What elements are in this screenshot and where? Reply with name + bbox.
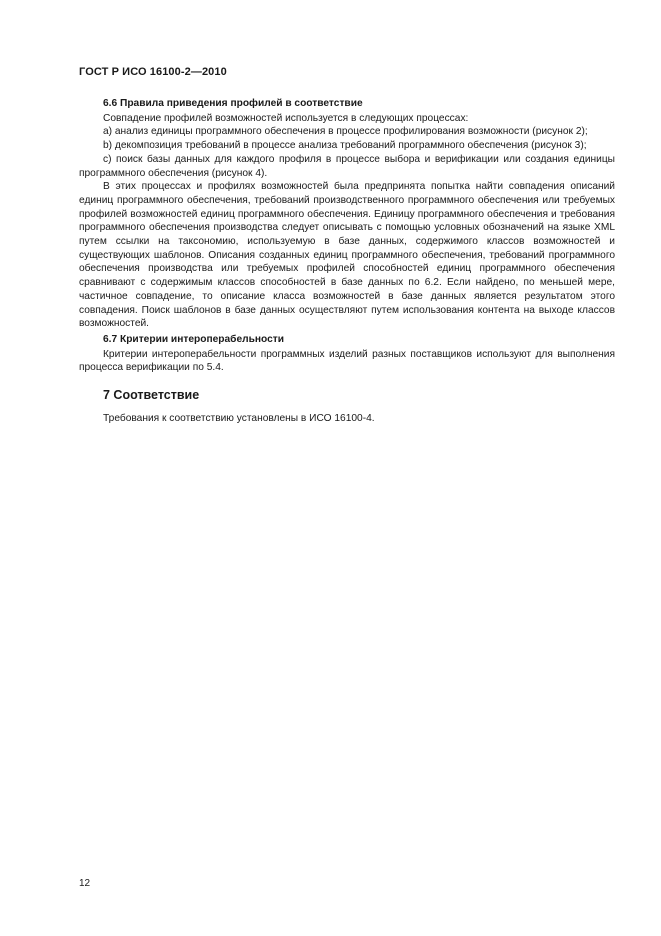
document-body: [79, 97, 615, 426]
section-7-paragraph: Требования к соответствию установлены в ИСО 16100-4.: [103, 413, 375, 425]
section-6-7-paragraph: Критерии интероперабельности программных изделий разных поставщиков используют для выполнения процесса верификации по 5.4.: [79, 348, 615, 374]
section-6-6-intro: Совпадение профилей возможностей используется в следующих процессах:: [103, 112, 469, 124]
section-6-6-heading: 6.6 Правила приведения профилей в соответствие: [103, 98, 363, 109]
list-item-c: с) поиск базы данных для каждого профиля в процессе выбора и верификации или создания единицы программного обеспечения (рисунок 4).: [79, 153, 615, 179]
list-item-a: а) анализ единицы программного обеспечения в процессе профилирования возможности (рисунок 2);: [103, 126, 588, 138]
page-number: 12: [79, 878, 91, 889]
section-6-6-paragraph: В этих процессах и профилях возможностей была предпринята попытка найти совпадения описаний единиц программного обеспечения, требований производственного программного обеспечения или требуемых профилей возможностей единиц программного обеспечения. Единицу программного обеспечения и требования программного обеспечения производства следует описывать с помощью условных обозначений на языке XML путем ссылки на таксономию, используемую в базе данных, содержимого классов возможностей и существующих шаблонов. Описания созданных единиц программного обеспечения, требований программного обеспечения производства или требуемых профилей способностей единиц программного обеспечения сравнивают с содержимым классов способностей в базе данных по 6.2. Если найдено, по меньшей мере, частичное совпадение, то описание класса возможностей в базе данных является результатом этого совпадения. Поиск шаблонов в базе данных осуществляют путем использования контента на выходе классов возможностей.: [79, 181, 615, 330]
section-6-7-heading: 6.7 Критерии интероперабельности: [103, 333, 285, 345]
document-header: ГОСТ Р ИСО 16100-2—2010: [79, 66, 227, 78]
section-7-heading: 7 Соответствие: [103, 388, 200, 403]
list-item-b: b) декомпозиция требований в процессе анализа требований программного обеспечения (рисунок 3);: [103, 140, 587, 152]
